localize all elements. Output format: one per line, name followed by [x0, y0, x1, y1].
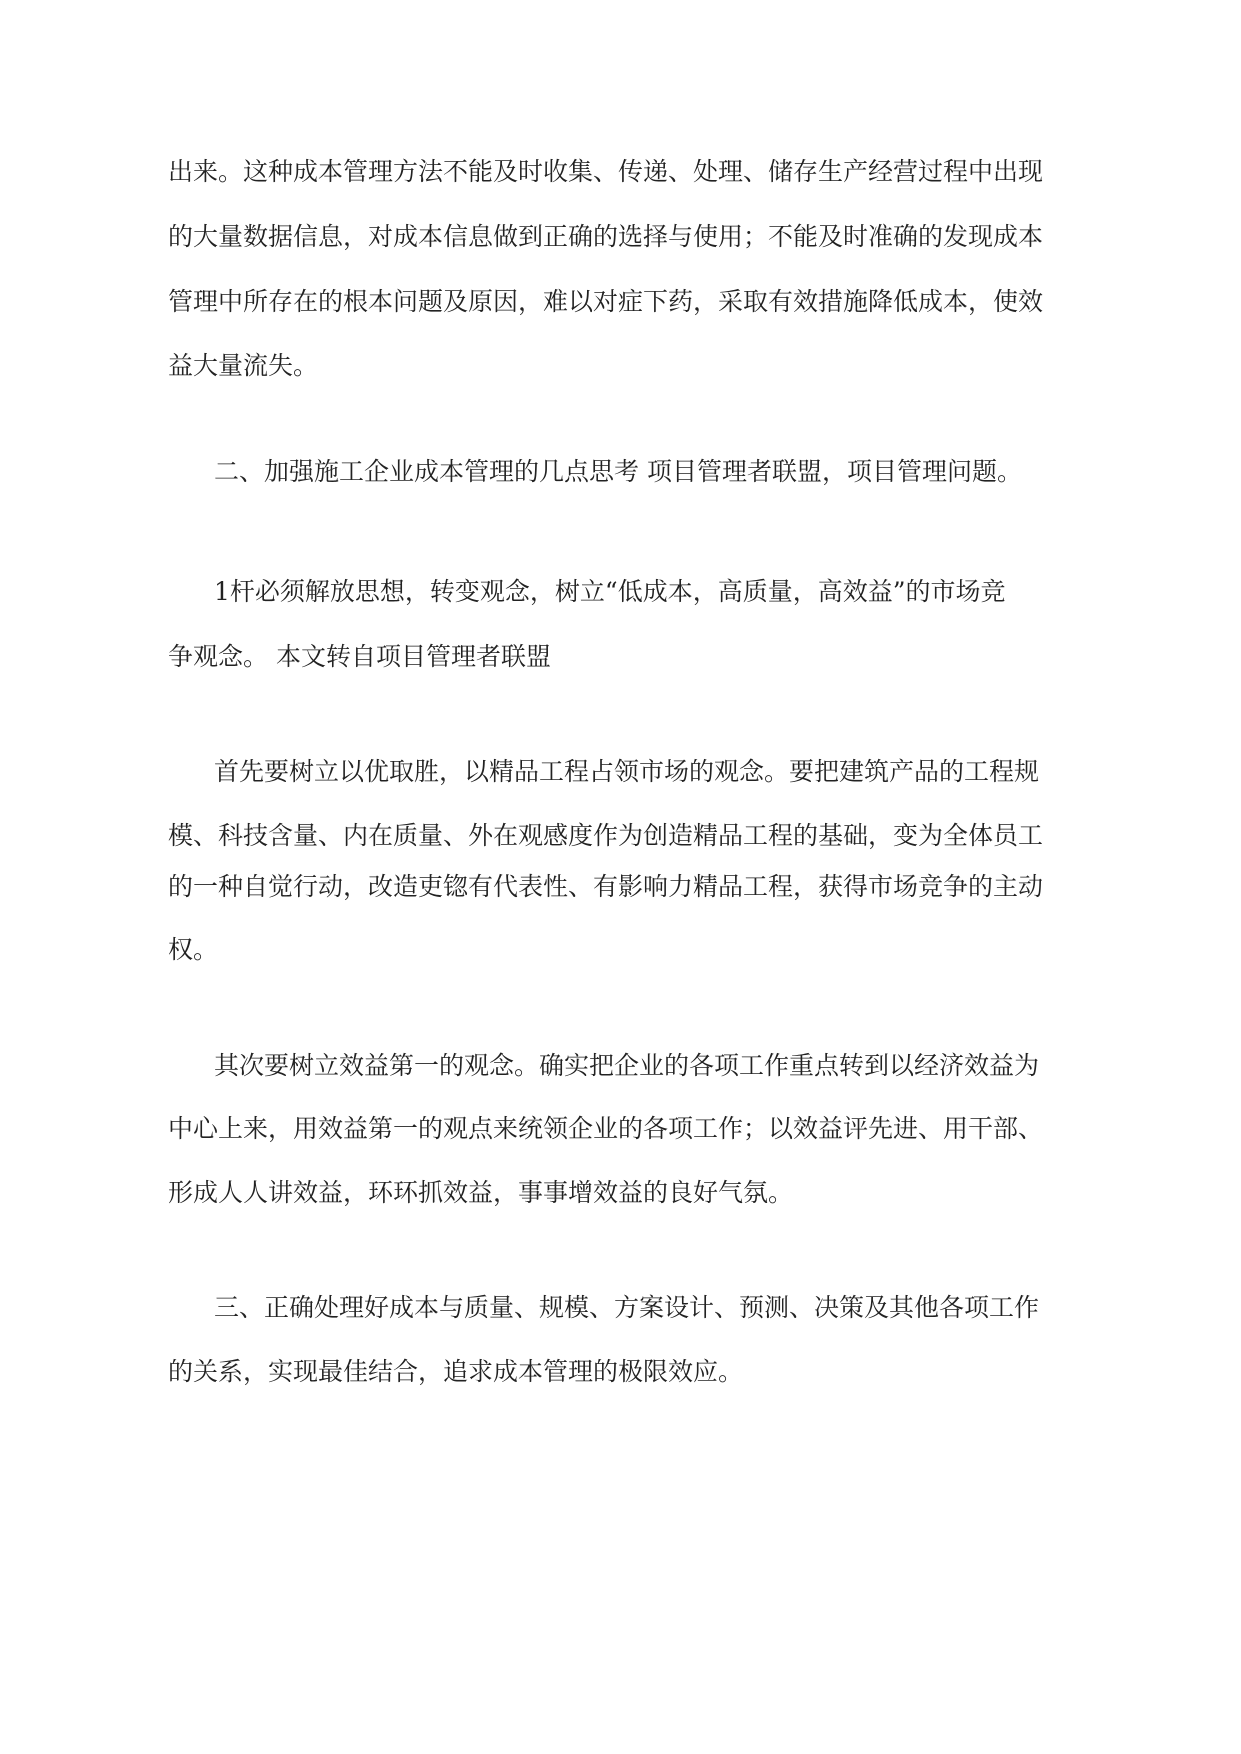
- paragraph-5-line-2: 中心上来，用效益第一的观点来统领企业的各项工作；以效益评先进、用干部、: [168, 1114, 1044, 1143]
- paragraph-1-line-4: 益大量流失。: [168, 351, 319, 380]
- section-heading-2: 二、加强施工企业成本管理的几点思考 项目管理者联盟，项目管理问题。: [214, 457, 1022, 486]
- paragraph-6-line-1: 三、正确处理好成本与质量、规模、方案设计、预测、决策及其他各项工作: [214, 1293, 1040, 1322]
- paragraph-5-line-1: 其次要树立效益第一的观念。确实把企业的各项工作重点转到以经济效益为: [214, 1051, 1040, 1080]
- paragraph-4-line-3: 的一种自觉行动，改造吏锪有代表性、有影响力精品工程，获得市场竞争的主动: [168, 872, 1044, 901]
- paragraph-4-line-2: 模、科技含量、内在质量、外在观感度作为创造精品工程的基础，变为全体员工: [168, 821, 1044, 850]
- paragraph-1-line-3: 管理中所存在的根本问题及原因，难以对症下药，采取有效措施降低成本，使效: [168, 287, 1044, 316]
- paragraph-6-line-2: 的关系，实现最佳结合，追求成本管理的极限效应。: [168, 1357, 744, 1386]
- paragraph-5-line-3: 形成人人讲效益，环环抓效益，事事增效益的良好气氛。: [168, 1178, 794, 1207]
- paragraph-3-line-2: 争观念。 本文转自项目管理者联盟: [168, 642, 551, 671]
- paragraph-1-line-1: 出来。这种成本管理方法不能及时收集、传递、处理、储存生产经营过程中出现: [168, 157, 1044, 186]
- paragraph-4-line-1: 首先要树立以优取胜，以精品工程占领市场的观念。要把建筑产品的工程规: [214, 757, 1040, 786]
- paragraph-3-line-1: 1杆必须解放思想，转变观念，树立“低成本，高质量，高效益”的市场竞: [214, 577, 1006, 606]
- paragraph-4-line-4: 权。: [168, 935, 219, 964]
- paragraph-1-line-2: 的大量数据信息，对成本信息做到正确的选择与使用；不能及时准确的发现成本: [168, 222, 1044, 251]
